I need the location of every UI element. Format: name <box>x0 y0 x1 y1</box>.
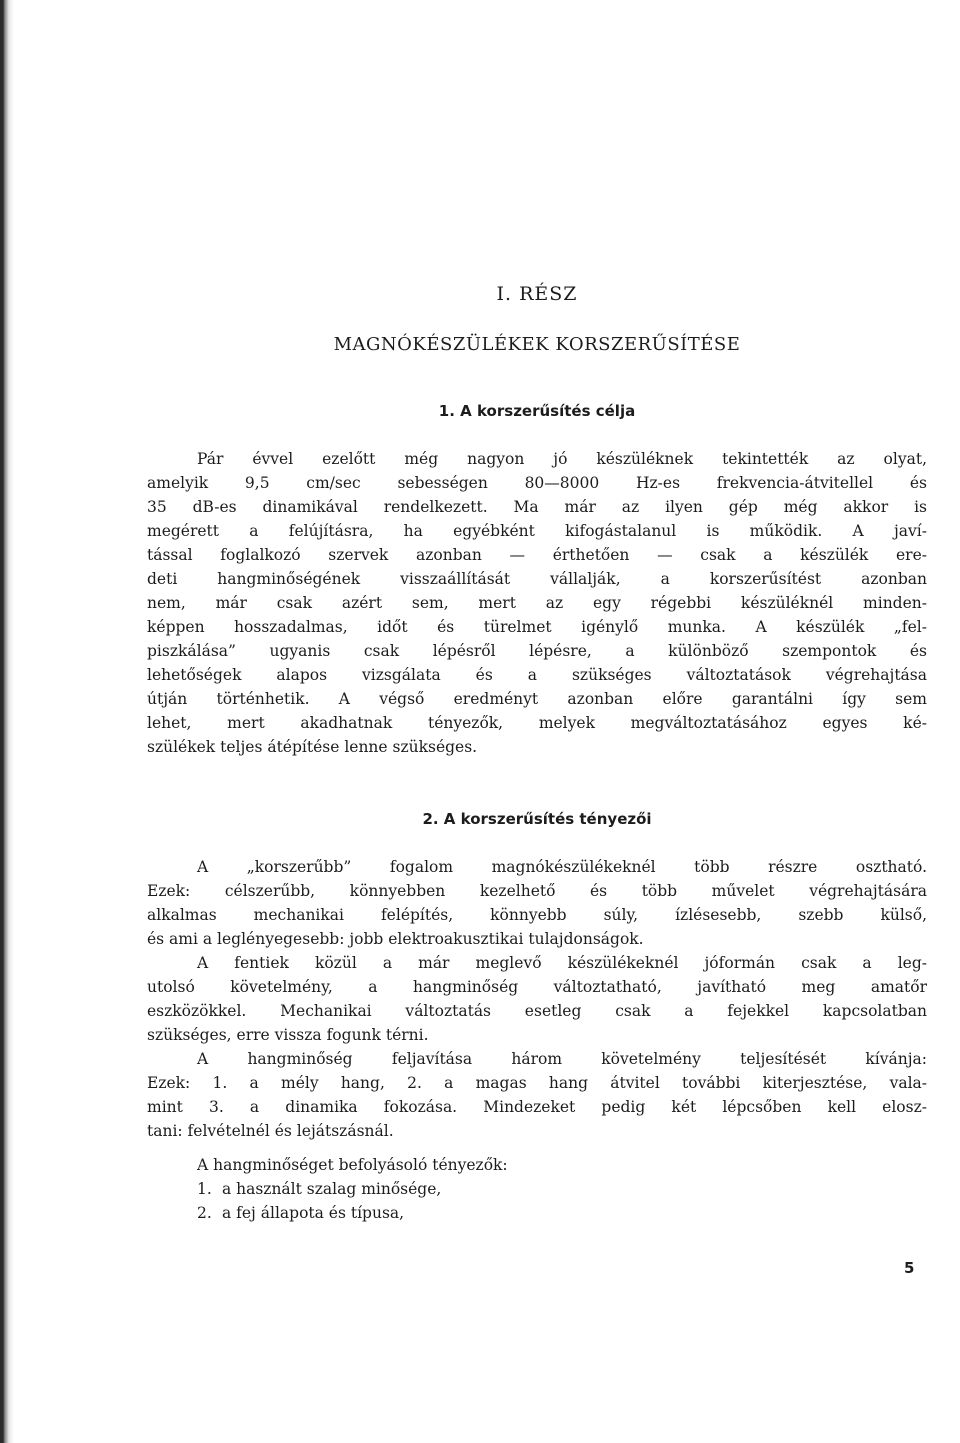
part-title: I. RÉSZ <box>496 283 578 305</box>
text-line: 35 dB-es dinamikával rendelkezett. Ma már az ilyen gép még akkor is <box>147 498 927 516</box>
factors-intro: A hangminőséget befolyásoló tényezők: <box>197 1156 508 1174</box>
text-line: képpen hosszadalmas, időt és türelmet igénylő munka. A készülék „fel- <box>147 618 927 636</box>
text-line: Ezek: 1. a mély hang, 2. a magas hang átvitel további kiterjesztése, vala- <box>147 1074 927 1092</box>
text-line: szülékek teljes átépítése lenne szükséges. <box>147 738 478 756</box>
text-line: deti hangminőségének visszaállítását vállalják, a korszerűsítést azonban <box>147 570 927 588</box>
section-2-heading: 2. A korszerűsítés tényezői <box>422 810 652 828</box>
section-1-paragraph <box>147 447 927 759</box>
text-line: A hangminőség feljavítása három követelmény teljesítését kívánja: <box>197 1050 927 1068</box>
list-item-text: a fej állapota és típusa, <box>221 1204 405 1222</box>
text-line: szükséges, erre vissza fogunk térni. <box>147 1026 429 1044</box>
list-item-text: a használt szalag minősége, <box>221 1180 442 1198</box>
section-2-body <box>147 855 927 1225</box>
section-1-heading: 1. A korszerűsítés célja <box>438 402 636 420</box>
list-item <box>147 1177 927 1201</box>
text-line: eszközökkel. Mechanikai változtatás esetleg csak a fejekkel kapcsolatban <box>147 1002 927 1020</box>
text-line: mint 3. a dinamika fokozása. Mindezeket pedig két lépcsőben kell elosz- <box>147 1098 927 1116</box>
text-line: Pár évvel ezelőtt még nagyon jó készüléknek tekintették az olyat, <box>197 450 927 468</box>
text-line: lehet, mert akadhatnak tényezők, melyek megváltoztatásához egyes ké- <box>147 714 927 732</box>
text-line: lehetőségek alapos vizsgálata és a szükséges változtatások végrehajtása <box>147 666 927 684</box>
text-line: útján történhetik. A végső eredményt azonban előre garantálni így sem <box>147 690 927 708</box>
text-line: A fentiek közül a már meglevő készülékeknél jóformán csak a leg- <box>197 954 927 972</box>
list-item-number: 1. <box>197 1180 212 1198</box>
scan-page-edge <box>0 0 14 1443</box>
text-line: megérett a felújításra, ha egyébként kifogástalanul is működik. A javí- <box>147 522 927 540</box>
text-line: és ami a leglényegesebb: jobb elektroakusztikai tulajdonságok. <box>147 930 644 948</box>
text-line: tással foglalkozó szervek azonban — érthetően — csak a készülék ere- <box>147 546 927 564</box>
text-line: utolsó követelmény, a hangminőség változtatható, javítható meg amatőr <box>147 978 927 996</box>
list-item-number: 2. <box>197 1204 212 1222</box>
page-number: 5 <box>904 1259 915 1277</box>
text-line: alkalmas mechanikai felépítés, könnyebb súly, ízlésesebb, szebb külső, <box>147 906 927 924</box>
text-line: tani: felvételnél és lejátszásnál. <box>147 1122 394 1140</box>
text-line: A „korszerűbb” fogalom magnókészülékeknél több részre osztható. <box>197 858 927 876</box>
list-item <box>147 1201 927 1225</box>
text-line: nem, már csak azért sem, mert az egy régebbi készüléknél minden- <box>147 594 927 612</box>
text-line: amelyik 9,5 cm/sec sebességen 80—8000 Hz-es frekvencia-átvitellel és <box>147 474 927 492</box>
text-line: piszkálása” ugyanis csak lépésről lépésre, a különböző szempontok és <box>147 642 927 660</box>
chapter-title: MAGNÓKÉSZÜLÉKEK KORSZERŰSÍTÉSE <box>333 334 741 355</box>
text-line: Ezek: célszerűbb, könnyebben kezelhető és több művelet végrehajtására <box>147 882 927 900</box>
